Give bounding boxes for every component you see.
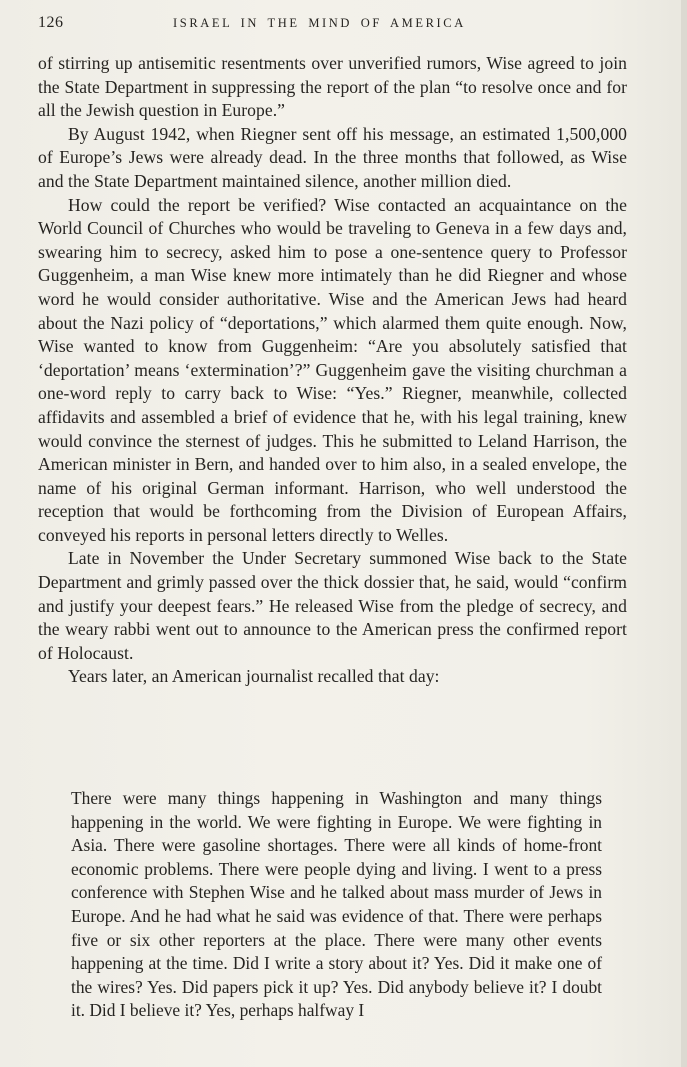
block-quote: There were many things happening in Washington and many things happening in the world. We were fighting in Europe. We were fighting in Asia. There were gasoline shortages. There were all kinds of home-front economic problems. There were people dying and living. I went to a press conference with Stephen Wise and he talked about mass murder of Jews in Europe. And he had what he said was evidence of that. There were perhaps five or six other reporters at the place. There were many other events happening at the time. Did I write a story about it? Yes. Did it make one of the wires? Yes. Did papers pick it up? Yes. Did anybody believe it? I doubt it. Did I believe it? Yes, perhaps halfway I [71,788,602,1021]
paragraph: How could the report be verified? Wise contacted an acquaintance on the World Council of Churches who would be traveling to Geneva in a few days and, swearing him to secrecy, asked him to pose a one-sentence query to Professor Guggenheim, a man Wise knew more intimately than he did Riegner and whose word he would consider authoritative. Wise and the American Jews had heard about the Nazi policy of “deportations,” which alarmed them quite enough. Now, Wise wanted to know from Guggenheim: “Are you absolutely satisfied that ‘deportation’ means ‘extermination’?” Guggenheim gave the visiting churchman a one-word reply to carry back to Wise: “Yes.” Riegner, meanwhile, collected affidavits and assembled a brief of evidence that he, with his legal training, knew would convince the sternest of judges. This he submitted to Leland Harrison, the American minister in Bern, and handed over to him also, in a sealed envelope, the name of his original German informant. Harrison, who well understood the reception that would be forthcoming from the Division of European Affairs, conveyed his reports in personal letters directly to Welles. [38,194,627,545]
body-text [38,52,627,689]
page-edge [681,0,687,1067]
page-header [38,14,628,36]
running-head: ISRAEL IN THE MIND OF AMERICA [173,16,466,30]
paragraph: Years later, an American journalist recalled that day: [68,666,440,687]
paragraph: Late in November the Under Secretary summoned Wise back to the State Department and grimly passed over the thick dossier that, he said, would “confirm and justify your deepest fears.” He released Wise from the pledge of secrecy, and the weary rabbi went out to announce to the American press the confirmed report of Holocaust. [38,548,627,663]
paragraph-continued: of stirring up antisemitic resentments over unverified rumors, Wise agreed to join the State Department in suppressing the report of the plan “to resolve once and for all the Jewish question in Europe.” [38,53,627,121]
paragraph: By August 1942, when Riegner sent off his message, an estimated 1,500,000 of Europe’s Jews were already dead. In the three months that followed, as Wise and the State Department maintained silence, another million died. [38,123,627,191]
page-number: 126 [38,14,64,31]
